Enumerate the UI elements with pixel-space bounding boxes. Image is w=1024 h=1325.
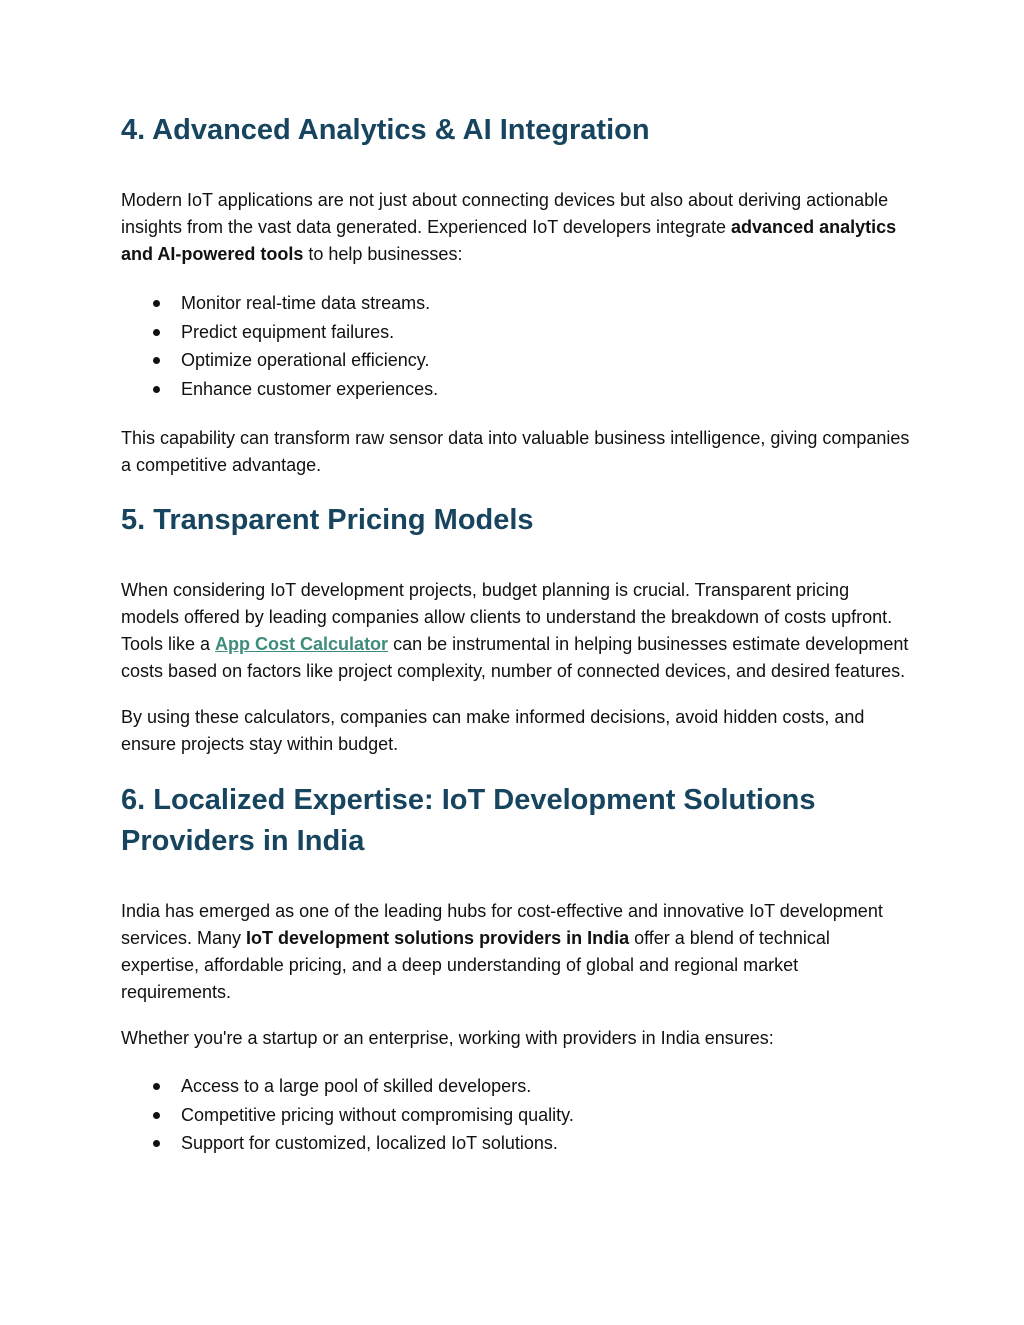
section-4-intro-tail: to help businesses: bbox=[303, 244, 463, 264]
list-item bbox=[121, 289, 911, 318]
bullet-icon bbox=[153, 329, 160, 336]
document-page bbox=[121, 110, 911, 1158]
bullet-icon bbox=[153, 357, 160, 364]
section-5-p1-text: When considering IoT development projects, budget planning is crucial. Transparent pricing models offered by leading companies allow clients to understand the breakdown of costs upfront. Tools like a bbox=[121, 580, 893, 654]
section-6-p1-text: India has emerged as one of the leading hubs for cost-effective and innovative IoT development services. Many bbox=[121, 901, 883, 948]
section-5-heading: 5. Transparent Pricing Models bbox=[121, 504, 534, 536]
list-item-text: Optimize operational efficiency. bbox=[181, 350, 430, 370]
bullet-icon bbox=[153, 386, 160, 393]
section-5-paragraph-1 bbox=[121, 577, 911, 685]
list-item-text: Enhance customer experiences. bbox=[181, 378, 439, 399]
list-item bbox=[121, 318, 911, 347]
app-cost-calculator-link[interactable]: App Cost Calculator bbox=[215, 634, 389, 654]
section-6-paragraph-2: Whether you're a startup or an enterprise, working with providers in India ensures: bbox=[121, 1028, 774, 1048]
section-4-intro-bold: advanced analytics and AI-powered tools bbox=[121, 217, 897, 264]
list-item bbox=[121, 1101, 911, 1130]
list-item bbox=[121, 1072, 911, 1101]
list-item-text: Support for customized, localized IoT solutions. bbox=[181, 1133, 558, 1153]
section-6-bullet-list bbox=[121, 1072, 911, 1158]
list-item bbox=[121, 346, 911, 375]
bullet-icon bbox=[153, 1112, 160, 1119]
list-item-text: Monitor real-time data streams. bbox=[181, 293, 431, 313]
section-4-heading: 4. Advanced Analytics & AI Integration bbox=[121, 114, 650, 146]
section-4-closing: This capability can transform raw sensor data into valuable business intelligence, giving companies a competitive advantage. bbox=[121, 428, 910, 475]
list-item-text: Access to a large pool of skilled developers. bbox=[181, 1076, 532, 1096]
list-item bbox=[121, 375, 911, 404]
list-item-text: Predict equipment failures. bbox=[181, 321, 395, 342]
section-5-paragraph-2: By using these calculators, companies can make informed decisions, avoid hidden costs, and ensure projects stay within budget. bbox=[121, 707, 865, 754]
section-4-bullet-list bbox=[121, 289, 911, 403]
list-item-text: Competitive pricing without compromising quality. bbox=[181, 1104, 574, 1125]
section-4-intro bbox=[121, 187, 911, 268]
section-4-intro-text: Modern IoT applications are not just about connecting devices but also about deriving actionable insights from the vast data generated. Experienced IoT developers integrate bbox=[121, 190, 889, 237]
section-6-heading: 6. Localized Expertise: IoT Development Solutions Providers in India bbox=[121, 784, 816, 857]
bullet-icon bbox=[153, 300, 160, 307]
bullet-icon bbox=[153, 1140, 160, 1147]
section-5-p1-tail: can be instrumental in helping businesses estimate development costs based on factors like project complexity, number of connected devices, and desired features. bbox=[121, 634, 909, 681]
section-6-paragraph-1 bbox=[121, 898, 911, 1006]
section-6-p1-bold: IoT development solutions providers in India bbox=[246, 928, 630, 948]
bullet-icon bbox=[153, 1083, 160, 1090]
list-item bbox=[121, 1129, 911, 1158]
section-6-p1-tail: offer a blend of technical expertise, affordable pricing, and a deep understanding of global and regional market requirements. bbox=[121, 928, 830, 1002]
